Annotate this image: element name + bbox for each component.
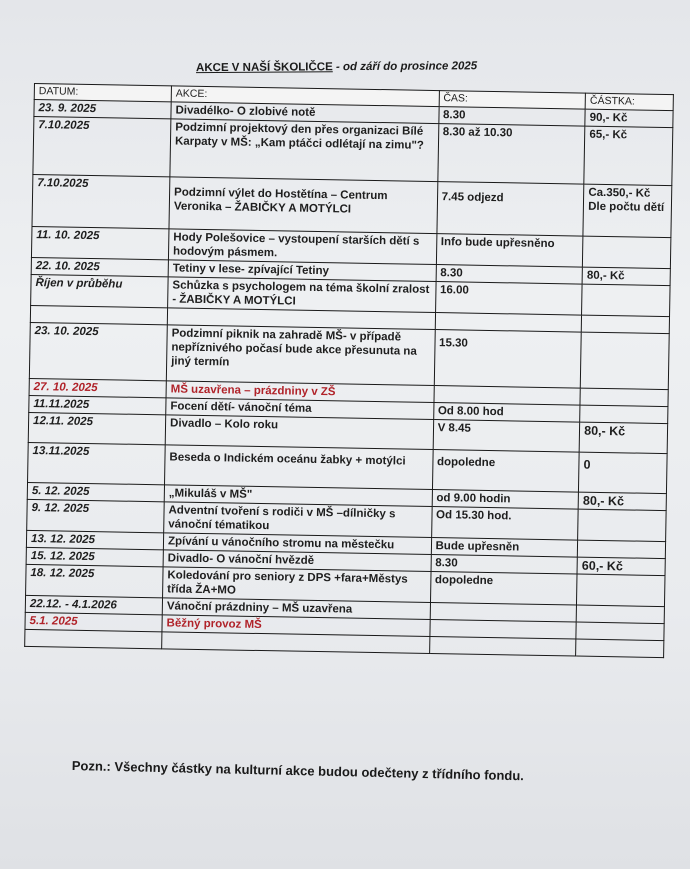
cell-date: 13. 12. 2025 [26,530,163,549]
cell-time: 8.30 [438,107,585,127]
document-title [196,60,536,74]
header-time: ČAS: [439,91,586,110]
cell-date: 9. 12. 2025 [27,499,165,532]
cell-date: 12.11. 2025 [28,412,166,444]
cell-time: od 9.00 hodin [432,490,579,510]
cell-amount: Ca.350,- Kč Dle počtu dětí [583,184,672,238]
cell-amount: 0 [579,452,667,494]
cell-time: 16.00 [435,282,582,316]
cell-event: Zpívání u vánočního stromu na městečku [163,533,431,555]
cell-date: 22. 10. 2025 [31,257,168,276]
cell-event: Divadlo – Kolo roku [165,415,433,450]
cell-event: „Mikuláš v MŠ" [164,485,432,507]
cell-event: Adventní tvoření s rodiči v MŠ –dílničky s vánoční tématikou [164,502,432,538]
cell-time: V 8.45 [433,420,580,453]
cell-time: 8.30 [436,265,583,285]
cell-time: Bude upřesněn [431,538,578,558]
cell-time: 8.30 až 10.30 [437,124,585,185]
header-date: DATUM: [34,84,171,102]
cell-amount [582,284,670,317]
cell-event: Podzimní piknik na zahradě MŠ- v případě nepříznivého počasí bude akce přesunuta na jiný termín [166,325,435,386]
cell-date: 23. 9. 2025 [34,100,171,119]
cell-date: 5.1. 2025 [25,612,162,631]
cell-date: 27. 10. 2025 [29,378,166,397]
cell-event: Schůzka s psychologem na téma školní zralost - ŽABIČKY A MOTÝLCI [168,277,436,313]
header-amount: ČÁSTKA: [585,93,673,111]
cell-amount [577,574,665,607]
cell-date: 7.10.2025 [33,117,171,177]
cell-event: Beseda o Indickém oceánu žabky + motýlci [165,445,433,490]
cell-amount [581,315,669,334]
cell-time: Od 15.30 hod. [431,507,578,541]
cell-time: 15.30 [434,330,582,389]
cell-amount [580,388,668,407]
cell-amount [580,332,669,390]
cell-event: Divadlo- O vánoční hvězdě [163,550,431,572]
cell-date: 13.11.2025 [28,442,166,484]
cell-event: Focení dětí- vánoční téma [166,398,434,420]
title-subtitle: - od září do prosince 2025 [335,60,478,74]
cell-amount [576,622,664,641]
cell-date: 15. 12. 2025 [26,547,163,566]
cell-amount [578,540,666,559]
cell-date: 22.12. - 4.1.2026 [25,595,162,614]
cell-date: 23. 10. 2025 [29,322,167,380]
cell-time: dopoledne [430,571,577,605]
events-table-container [24,83,674,658]
cell-amount: 80,- Kč [578,492,666,511]
cell-time: dopoledne [432,450,579,493]
cell-amount [576,605,664,624]
cell-date: Říjen v průběhu [31,274,169,307]
cell-event [162,632,430,654]
events-table [24,83,674,658]
cell-event: MŠ uzavřena – prázdniny v ZŠ [166,381,434,403]
cell-event: Podzimní projektový den přes organizaci Bílé Karpaty v MŠ: „Kam ptáčci odlétají na zimu"? [170,119,439,182]
cell-time: 7.45 odjezd [437,182,585,237]
title-main: AKCE V NAŠÍ ŠKOLIČCE [195,61,333,75]
cell-event: Koledování pro seniory z DPS +fara+Městys třída ŽA+MO [163,567,431,603]
cell-time: Info bude upřesněno [436,234,583,268]
cell-amount [576,639,664,658]
cell-event: Tetiny v lese- zpívající Tetiny [168,260,436,282]
cell-amount: 90,- Kč [585,109,673,128]
cell-date: 18. 12. 2025 [26,564,164,597]
cell-amount [578,509,666,542]
cell-date: 11.11.2025 [29,395,166,414]
cell-amount: 65,- Kč [584,126,673,186]
cell-event: Podzimní výlet do Hostětína – Centrum Veronika – ŽABIČKY A MOTÝLCI [169,177,437,234]
cell-amount: 80,- Kč [582,267,670,286]
cell-amount [580,405,668,424]
header-event: AKCE: [171,86,439,107]
cell-date: 5. 12. 2025 [27,482,164,501]
cell-amount: 60,- Kč [577,557,665,576]
cell-date [25,629,162,648]
cell-event: Vánoční prázdniny – MŠ uzavřena [162,598,430,620]
cell-time [429,636,576,656]
cell-amount [583,236,671,269]
cell-event: Hody Polešovice – vystoupení starších dětí s hodovým pásmem. [168,229,436,265]
cell-amount: 80,- Kč [579,422,667,454]
cell-event: Běžný provoz MŠ [162,615,430,637]
cell-date: 11. 10. 2025 [31,226,169,259]
cell-event: Divadélko- O zlobivé notě [171,102,439,124]
footnote: Pozn.: Všechny částky na kulturní akce budou odečteny z třídního fondu. [71,758,525,784]
cell-date: 7.10.2025 [32,174,170,228]
cell-time: 8.30 [431,554,578,574]
cell-time: Od 8.00 hod [433,403,580,423]
